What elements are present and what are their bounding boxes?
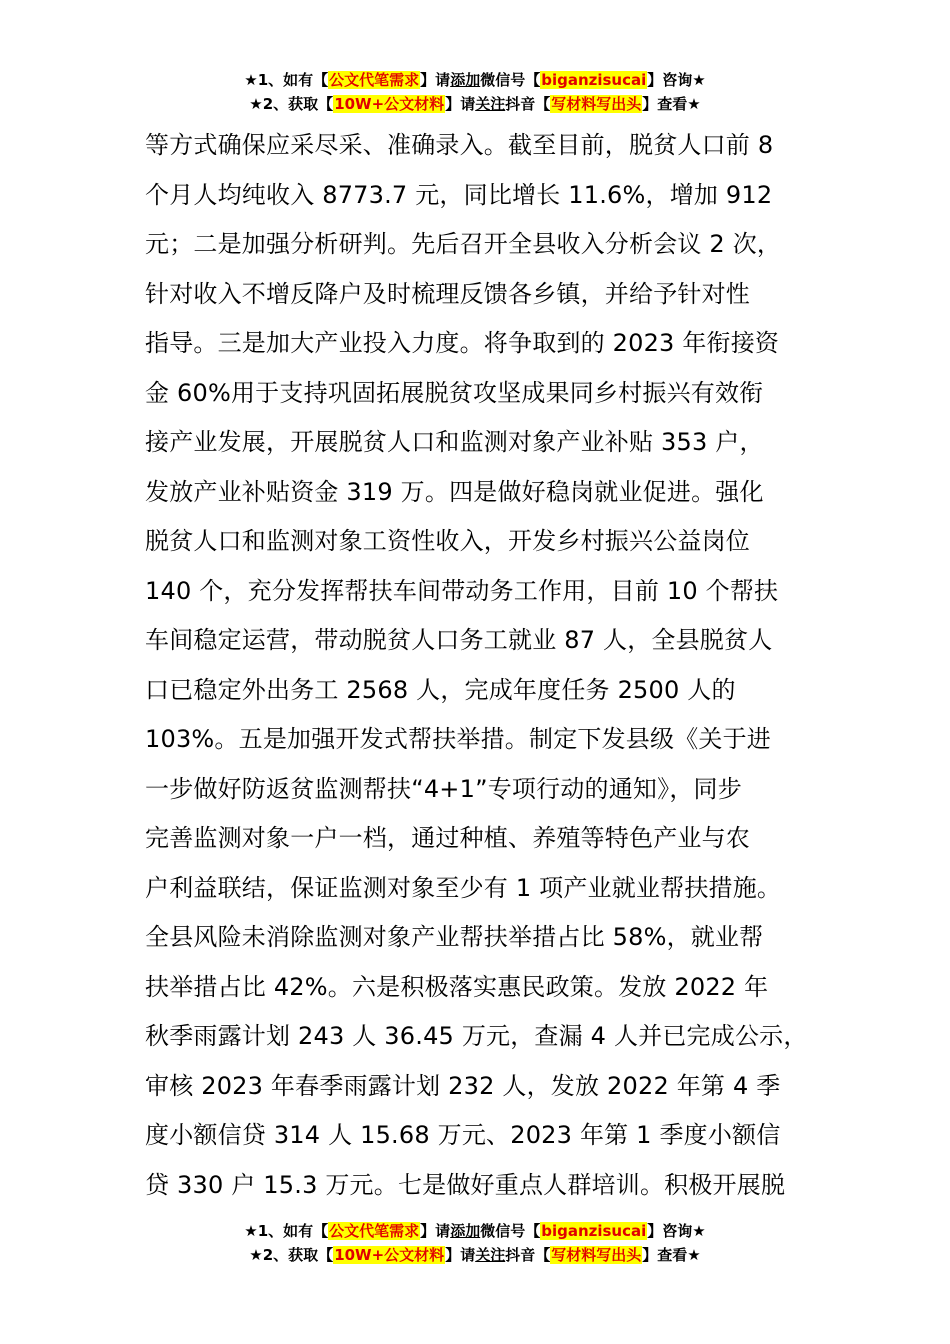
- banner-line-1: [0, 68, 950, 92]
- body-line: 针对收入不增反降户及时梳理反馈各乡镇，并给予针对性: [145, 279, 750, 308]
- banner-text: ★2、获取【: [249, 95, 334, 113]
- body-line: 一步做好防返贫监测帮扶“4+1”专项行动的通知》，同步: [145, 774, 742, 803]
- body-line: 审核 2023 年春季雨露计划 232 人，发放 2022 年第 4 季: [145, 1071, 781, 1100]
- body-line: 车间稳定运营，带动脱贫人口务工就业 87 人，全县脱贫人: [145, 626, 773, 654]
- body-line: 户利益联结，保证监测对象至少有 1 项产业就业帮扶措施。: [145, 873, 782, 902]
- banner-highlight: 10W+公文材料: [334, 95, 445, 113]
- body-line: 脱贫人口和监测对象工资性收入，开发乡村振兴公益岗位: [145, 527, 750, 555]
- body-line: 度小额信贷 314 人 15.68 万元、2023 年第 1 季度小额信: [145, 1121, 781, 1149]
- body-line: 等方式确保应采尽采、准确录入。截至目前，脱贫人口前 8: [145, 131, 774, 159]
- banner-highlight: biganzisucai: [541, 1222, 647, 1240]
- banner-text: 】请: [420, 1222, 451, 1240]
- banner-text: 】咨询★: [647, 1222, 706, 1240]
- banner-text: ★1、如有【: [244, 71, 329, 89]
- banner-text: ★1、如有【: [244, 1222, 329, 1240]
- banner-text: 微信号【: [480, 1222, 541, 1240]
- footer-banner: [0, 1219, 950, 1267]
- body-line: 金 60%用于支持巩固拓展脱贫攻坚成果同乡村振兴有效衔: [145, 378, 764, 407]
- banner-underline: 关注: [475, 95, 506, 113]
- banner-text: 微信号【: [480, 71, 541, 89]
- banner-text: 】请: [420, 71, 451, 89]
- body-line: 秋季雨露计划 243 人 36.45 万元，查漏 4 人并已完成公示，: [145, 1022, 808, 1050]
- banner-text: 】查看★: [642, 1246, 701, 1264]
- body-line: 口已稳定外出务工 2568 人，完成年度任务 2500 人的: [145, 675, 736, 704]
- banner-highlight: 写材料写出头: [551, 95, 642, 113]
- banner-line-2: [0, 1243, 950, 1267]
- body-line: 全县风险未消除监测对象产业帮扶举措占比 58%，就业帮: [145, 923, 764, 951]
- body-line: 元；二是加强分析研判。先后召开全县收入分析会议 2 次，: [145, 230, 782, 258]
- banner-highlight: 公文代笔需求: [329, 71, 420, 89]
- banner-line-1: [0, 1219, 950, 1243]
- body-line: 个月人均纯收入 8773.7 元，同比增长 11.6%，增加 912: [145, 180, 773, 209]
- banner-text: ★2、获取【: [249, 1246, 334, 1264]
- body-line: 140 个，充分发挥帮扶车间带动务工作用，目前 10 个帮扶: [145, 576, 779, 605]
- banner-highlight: biganzisucai: [541, 71, 647, 89]
- banner-text: 】查看★: [642, 95, 701, 113]
- banner-underline: 添加: [450, 1222, 481, 1240]
- banner-text: 】请: [445, 1246, 476, 1264]
- banner-underline: 添加: [450, 71, 481, 89]
- body-line: 扶举措占比 42%。六是积极落实惠民政策。发放 2022 年: [145, 972, 769, 1001]
- body-line: 103%。五是加强开发式帮扶举措。制定下发县级《关于进: [145, 725, 772, 753]
- banner-highlight: 写材料写出头: [551, 1246, 642, 1264]
- header-banner: [0, 68, 950, 116]
- body-line: 完善监测对象一户一档，通过种植、养殖等特色产业与农: [145, 824, 750, 852]
- body-line: 接产业发展，开展脱贫人口和监测对象产业补贴 353 户，: [145, 428, 764, 456]
- document-body: [145, 121, 835, 1210]
- body-line: 发放产业补贴资金 319 万。四是做好稳岗就业促进。强化: [145, 477, 764, 506]
- banner-highlight: 公文代笔需求: [329, 1222, 420, 1240]
- banner-line-2: [0, 92, 950, 116]
- banner-highlight: 10W+公文材料: [334, 1246, 445, 1264]
- body-line: 指导。三是加大产业投入力度。将争取到的 2023 年衔接资: [145, 329, 780, 357]
- banner-text: 】咨询★: [647, 71, 706, 89]
- banner-text: 抖音【: [505, 95, 551, 113]
- body-line: 贷 330 户 15.3 万元。七是做好重点人群培训。积极开展脱: [145, 1170, 786, 1199]
- banner-underline: 关注: [475, 1246, 506, 1264]
- banner-text: 】请: [445, 95, 476, 113]
- banner-text: 抖音【: [505, 1246, 551, 1264]
